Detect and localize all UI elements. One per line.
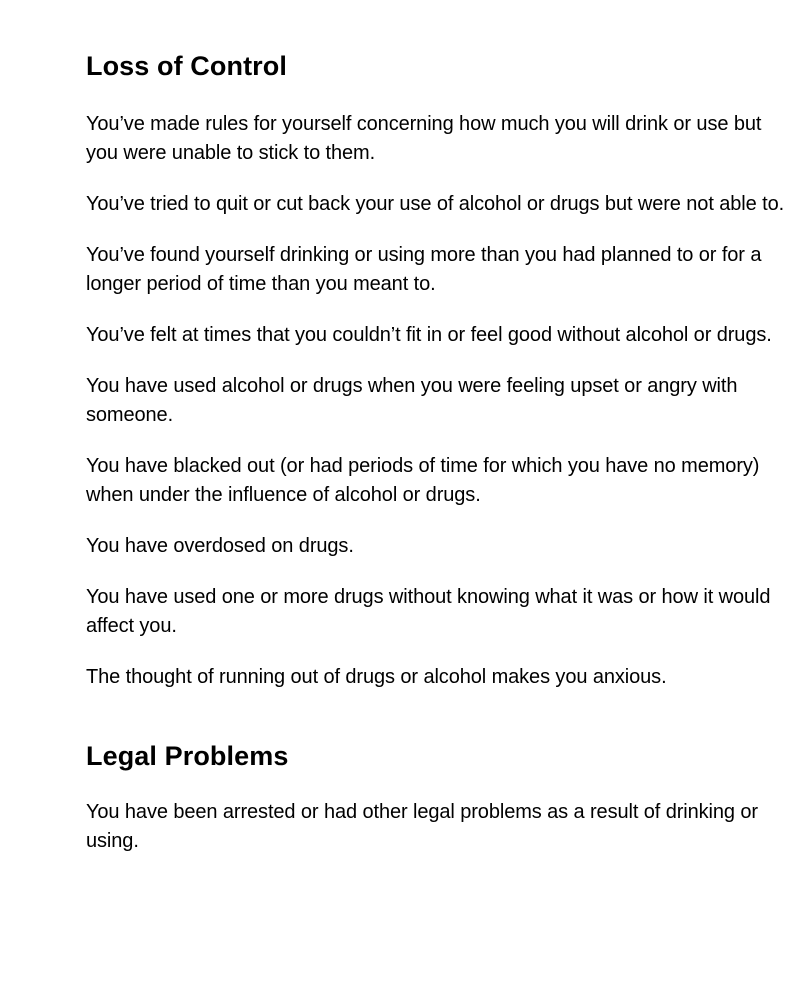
item-list [86,798,786,856]
list-item: You have used one or more drugs without knowing what it was or how it would affect you. [86,586,771,637]
list-item: You’ve felt at times that you couldn’t fit in or feel good without alcohol or drugs. [86,324,772,346]
section-heading: Legal Problems [86,741,289,771]
section-loss-of-control [86,48,786,692]
document-page [86,48,786,856]
list-item: You’ve found yourself drinking or using more than you had planned to or for a longer period of time than you meant to. [86,244,762,295]
section-heading: Loss of Control [86,51,287,81]
item-list [86,110,786,692]
list-item: You’ve tried to quit or cut back your use of alcohol or drugs but were not able to. [86,193,785,215]
list-item: You have blacked out (or had periods of time for which you have no memory) when under the influence of alcohol or drugs. [86,455,760,506]
list-item: You have been arrested or had other legal problems as a result of drinking or using. [86,801,758,852]
list-item: You have overdosed on drugs. [86,535,354,557]
list-item: You have used alcohol or drugs when you were feeling upset or angry with someone. [86,375,738,426]
list-item: You’ve made rules for yourself concerning how much you will drink or use but you were unable to stick to them. [86,113,762,164]
list-item: The thought of running out of drugs or alcohol makes you anxious. [86,666,667,688]
section-legal-problems [86,738,786,856]
